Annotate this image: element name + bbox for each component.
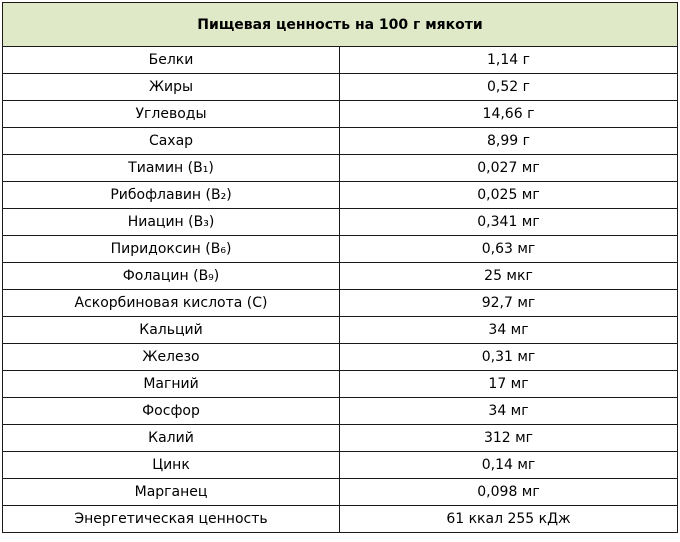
table-row: [3, 128, 678, 155]
nutrient-value: 25 мкг: [340, 263, 678, 290]
nutrient-value: 0,63 мг: [340, 236, 678, 263]
table-row: [3, 236, 678, 263]
nutrient-value: 14,66 г: [340, 101, 678, 128]
nutrition-table-container: [2, 2, 677, 533]
nutrient-value: 34 мг: [340, 398, 678, 425]
nutrient-value: 0,14 мг: [340, 452, 678, 479]
nutrient-name: Ниацин (B₃): [3, 209, 340, 236]
table-row: [3, 317, 678, 344]
nutrient-value: 61 ккал 255 кДж: [340, 506, 678, 533]
table-row: [3, 344, 678, 371]
nutrient-name: Жиры: [3, 74, 340, 101]
nutrient-value: 0,025 мг: [340, 182, 678, 209]
nutrient-name: Магний: [3, 371, 340, 398]
nutrient-name: Железо: [3, 344, 340, 371]
nutrient-name: Фолацин (B₉): [3, 263, 340, 290]
table-row: [3, 290, 678, 317]
nutrient-value: 0,027 мг: [340, 155, 678, 182]
nutrient-name: Аскорбиновая кислота (C): [3, 290, 340, 317]
nutrition-table: [2, 2, 678, 533]
table-row: [3, 479, 678, 506]
nutrient-name: Марганец: [3, 479, 340, 506]
nutrient-name: Кальций: [3, 317, 340, 344]
table-row: [3, 371, 678, 398]
table-row: [3, 47, 678, 74]
nutrient-name: Рибофлавин (B₂): [3, 182, 340, 209]
nutrient-name: Калий: [3, 425, 340, 452]
nutrient-value: 17 мг: [340, 371, 678, 398]
table-header-row: [3, 3, 678, 47]
nutrient-value: 312 мг: [340, 425, 678, 452]
nutrient-name: Цинк: [3, 452, 340, 479]
table-row: [3, 155, 678, 182]
nutrient-value: 8,99 г: [340, 128, 678, 155]
table-row: [3, 263, 678, 290]
nutrient-name: Белки: [3, 47, 340, 74]
table-row: [3, 452, 678, 479]
nutrient-name: Углеводы: [3, 101, 340, 128]
nutrient-name: Пиридоксин (B₆): [3, 236, 340, 263]
table-row: [3, 182, 678, 209]
nutrient-value: 34 мг: [340, 317, 678, 344]
table-row: [3, 398, 678, 425]
table-row: [3, 425, 678, 452]
nutrient-name: Фосфор: [3, 398, 340, 425]
nutrient-name: Тиамин (B₁): [3, 155, 340, 182]
nutrient-value: 0,31 мг: [340, 344, 678, 371]
nutrient-value: 1,14 г: [340, 47, 678, 74]
table-row: [3, 506, 678, 533]
nutrient-value: 0,52 г: [340, 74, 678, 101]
nutrient-name: Энергетическая ценность: [3, 506, 340, 533]
nutrient-value: 0,098 мг: [340, 479, 678, 506]
table-body: [3, 47, 678, 533]
table-title: Пищевая ценность на 100 г мякоти: [3, 3, 678, 47]
table-row: [3, 101, 678, 128]
table-row: [3, 74, 678, 101]
nutrient-value: 92,7 мг: [340, 290, 678, 317]
nutrient-name: Сахар: [3, 128, 340, 155]
table-row: [3, 209, 678, 236]
nutrient-value: 0,341 мг: [340, 209, 678, 236]
